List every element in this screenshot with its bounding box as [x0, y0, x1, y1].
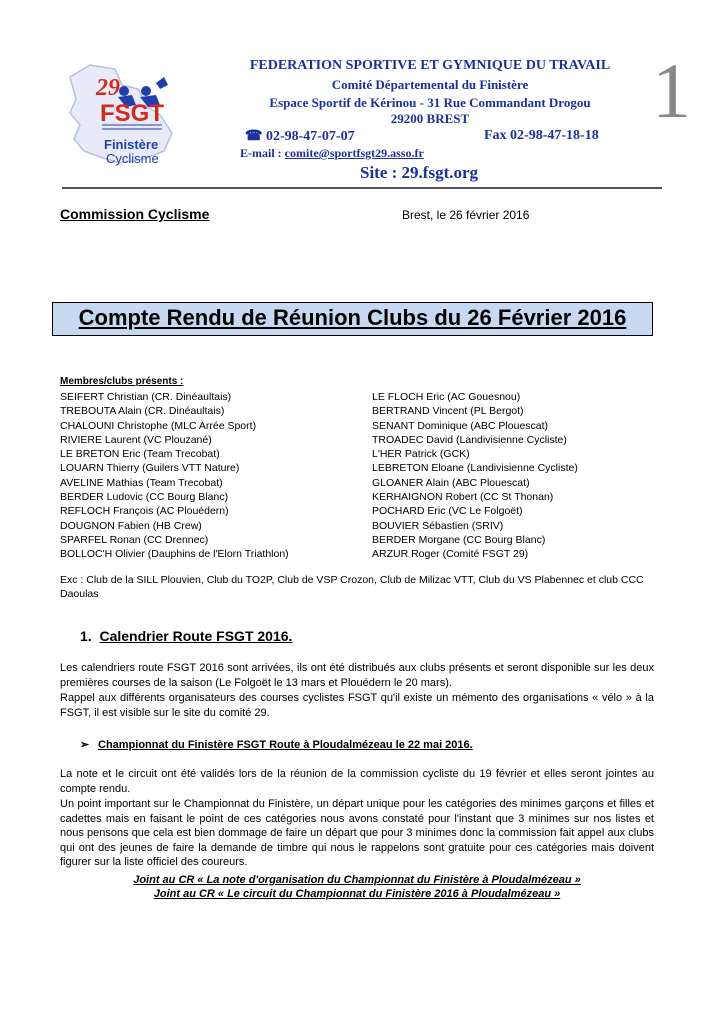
- fax-number: Fax 02-98-47-18-18: [484, 128, 599, 143]
- excused-clubs: Exc : Club de la SILL Plouvien, Club du TO2P, Club de VSP Crozon, Club de Milizac VTT, Club du VS Plabennec et club CCC Daoulas: [60, 574, 644, 600]
- document-title: Compte Rendu de Réunion Clubs du 26 Février 2016: [78, 305, 627, 330]
- championnat-bullet: [80, 738, 473, 751]
- attachment-circuit: Joint au CR « Le circuit du Championnat du Finistère 2016 à Ploudalmézeau »: [153, 888, 561, 900]
- member-entry: ARZUR Roger (Comité FSGT 29): [372, 548, 529, 561]
- logo-graphic: [60, 55, 190, 175]
- paragraph-rappel: Rappel aux différents organisateurs des courses cyclistes FSGT qu'il existe un mémento des organisations « vélo » à la FSGT, il est visible sur le site du comité 29.: [60, 692, 654, 719]
- section-1-heading: [80, 628, 292, 644]
- email-label: E-mail :: [240, 146, 285, 160]
- member-entry: POCHARD Eric (VC Le Folgoët): [372, 505, 523, 518]
- member-entry: SPARFEL Ronan (CC Drennec): [60, 533, 209, 546]
- member-entry: LE FLOCH Eric (AC Gouesnou): [372, 391, 521, 403]
- page-number: 1: [652, 47, 691, 134]
- header-divider: [62, 187, 662, 189]
- email-line: [240, 146, 424, 161]
- member-entry: LOUARN Thierry (Guilers VTT Nature): [60, 462, 240, 475]
- phone-number: ☎ 02-98-47-07-07: [245, 129, 355, 144]
- member-entry: TROADEC David (Landivisienne Cycliste): [372, 433, 567, 446]
- zip-city: 29200 BREST: [390, 111, 470, 126]
- member-entry: GLOANER Alain (ABC Plouescat): [372, 476, 530, 489]
- commission-heading: Commission Cyclisme: [60, 206, 210, 222]
- member-entry: LE BRETON Eric (Team Trecobat): [60, 448, 220, 461]
- section-number: 1.: [80, 628, 92, 644]
- logo-number: 29: [96, 75, 120, 101]
- member-entry: BERTRAND Vincent (PL Bergot): [372, 405, 524, 418]
- arrow-bullet-icon: ➢: [80, 739, 90, 751]
- member-entry: BOLLOC'H Olivier (Dauphins de l'Elorn Triathlon): [60, 548, 289, 561]
- fsgt-logo: [60, 55, 190, 175]
- member-entry: BOUVIER Sébastien (SRIV): [372, 519, 504, 532]
- logo-acronym: FSGT: [100, 100, 164, 127]
- paragraph-calendriers: Les calendriers route FSGT 2016 sont arrivées, ils ont été distribués aux clubs présents et seront disponible sur les deux premières courses de la saison (Le Folgoët le 13 mars et Plouédern le 20 mars).: [60, 662, 654, 689]
- logo-line2: Cyclisme: [106, 151, 159, 166]
- members-heading: Membres/clubs présents :: [60, 376, 184, 387]
- bullet-text: Championnat du Finistère FSGT Route à Ploudalmézeau le 22 mai 2016.: [98, 739, 473, 751]
- paragraph-point-important: Un point important sur le Championnat du Finistère, un départ unique pour les catégories des minimes garçons et filles et cadettes mais en faisant le point de ces catégories nous avons constaté pour l'instant que 3 minimes sur nos listes et nous pensons que cela est bien dommage de faire un départ que pour 3 minimes donc la commission fait appel aux clubs qui ont des jeunes de faire la demande de timbre qui nous le rappelons sont gratuite pour ces catégories mais doivent figurer sur la liste officiel des coureurs.: [60, 798, 654, 868]
- member-entry: RIVIERE Laurent (VC Plouzané): [60, 433, 212, 446]
- logo-line1: Finistère: [104, 137, 159, 152]
- members-right-column: [372, 390, 578, 562]
- paragraph-note-circuit: La note et le circuit ont été validés lors de la réunion de la commission cycliste du 19 février et elles seront jointes au compte rendu.: [60, 768, 654, 795]
- member-entry: BERDER Morgane (CC Bourg Blanc): [372, 533, 546, 546]
- member-entry: AVELINE Mathias (Team Trecobat): [60, 476, 223, 489]
- member-entry: REFLOCH François (AC Plouédern): [60, 505, 229, 518]
- website[interactable]: Site : 29.fsgt.org: [360, 163, 479, 182]
- comite-name: Comité Départemental du Finistère: [331, 77, 529, 92]
- email-link[interactable]: comite@sportfsgt29.asso.fr: [284, 146, 424, 160]
- member-entry: BERDER Ludovic (CC Bourg Blanc): [60, 491, 229, 504]
- member-entry: KERHAIGNON Robert (CC St Thonan): [372, 491, 554, 504]
- attachment-note: Joint au CR « La note d'organisation du Championnat du Finistère à Ploudalmézeau »: [133, 874, 581, 886]
- members-left-column: [60, 390, 289, 562]
- member-entry: DOUGNON Fabien (HB Crew): [60, 519, 202, 532]
- member-entry: L'HER Patrick (GCK): [372, 448, 470, 461]
- member-entry: SEIFERT Christian (CR. Dinéaultais): [60, 391, 232, 403]
- section-title: Calendrier Route FSGT 2016.: [99, 628, 293, 644]
- member-entry: TREBOUTA Alain (CR. Dinéaultais): [60, 405, 225, 418]
- date-line: Brest, le 26 février 2016: [402, 208, 530, 222]
- address-line: Espace Sportif de Kérinou - 31 Rue Commandant Drogou: [269, 95, 591, 110]
- member-entry: LEBRETON Eloane (Landivisienne Cycliste): [372, 462, 578, 475]
- federation-name: FEDERATION SPORTIVE ET GYMNIQUE DU TRAVAIL: [249, 58, 611, 73]
- member-entry: SENANT Dominique (ABC Plouescat): [372, 419, 549, 432]
- member-entry: CHALOUNI Christophe (MLC Arrée Sport): [60, 419, 257, 432]
